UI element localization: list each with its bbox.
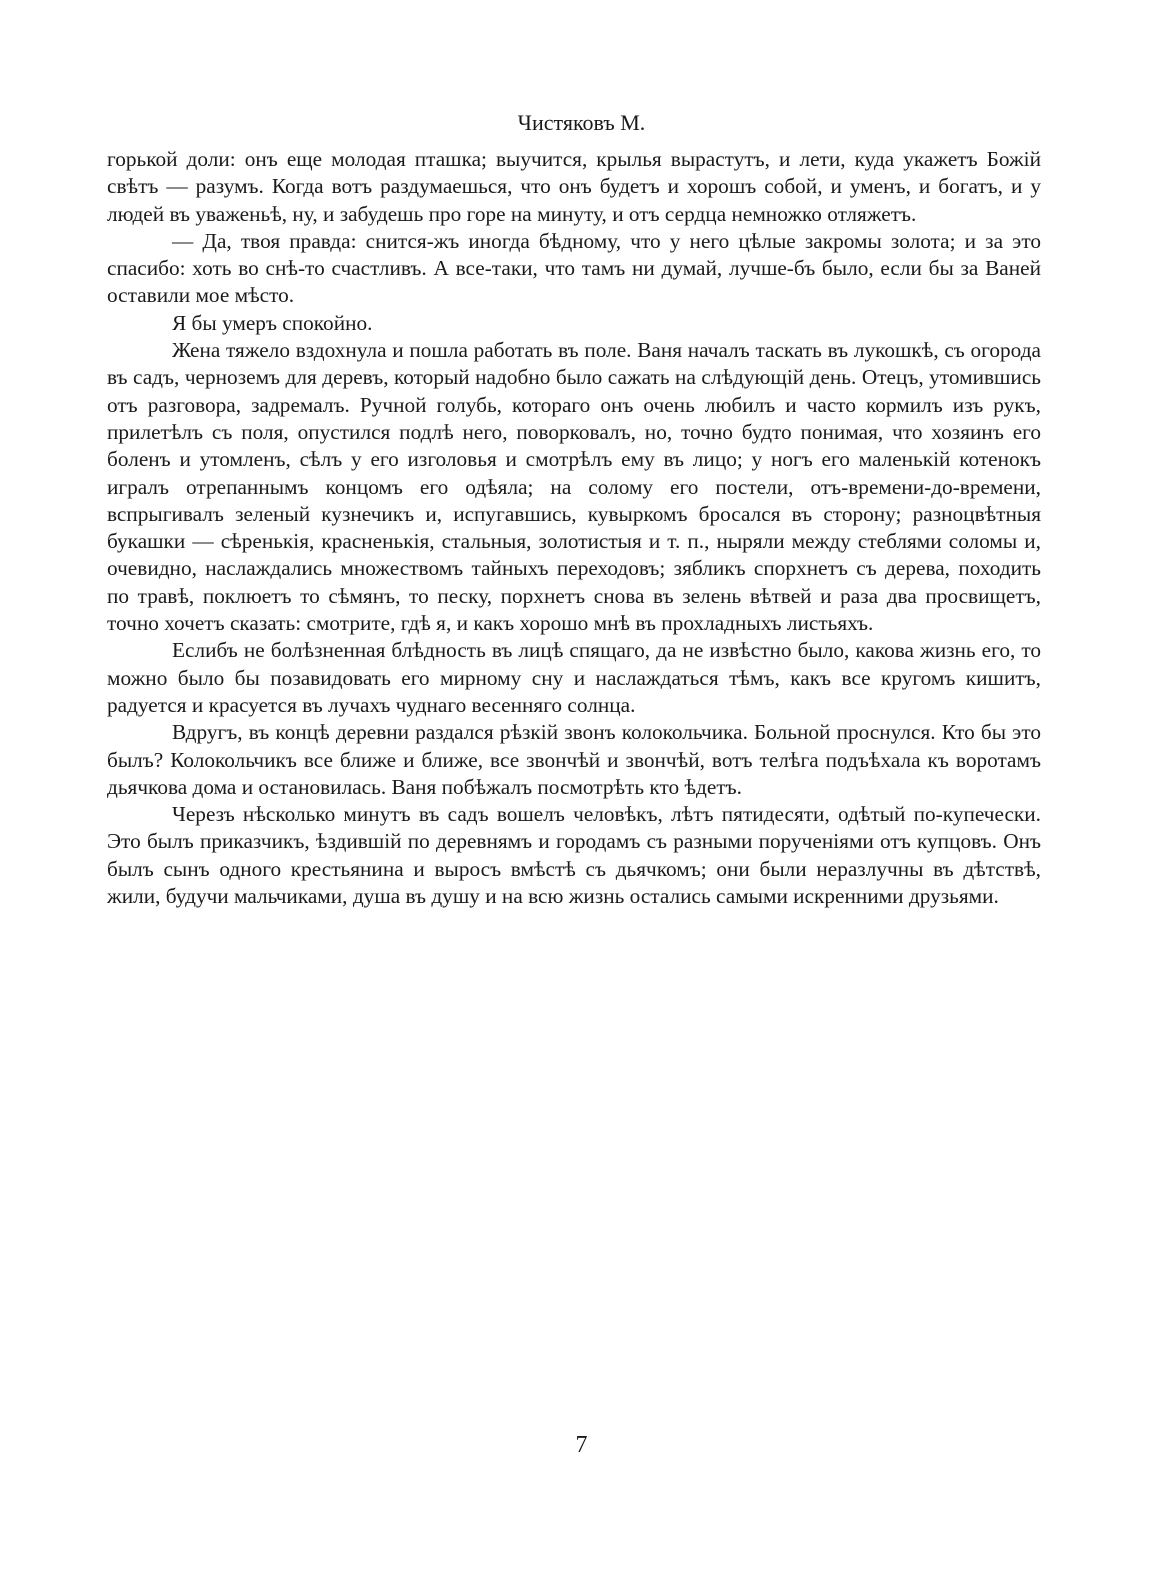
paragraph-dialogue: — Да, твоя правда: снится-жъ иногда бѣдному, что у него цѣлые закромы золота; и за это спасибо: хоть во снѣ-то счастливъ. А все-таки, что тамъ ни думай, лучше-бъ было, если бы за Ваней оставили мое мѣсто. [107,228,1041,308]
paragraph-sleeping: Еслибъ не болѣзненная блѣдность въ лицѣ спящаго, да не извѣстно было, какова жизнь его, то можно было бы позавидовать его мирному сну и наслаждаться тѣмъ, какъ все кругомъ кишитъ, радуется и красуется въ лучахъ чуднаго весенняго солнца. [107,638,1041,717]
paragraph-wife-and-garden: Жена тяжело вздохнула и пошла работать въ поле. Ваня началъ таскать въ лукошкѣ, съ огорода въ садъ, черноземъ для деревъ, который надобно было сажать на слѣдующій день. Отецъ, утомившись отъ разговора, задремалъ. Ручной голубь, котораго онъ очень любилъ и часто кормилъ изъ рукъ, прилетѣлъ съ поля, опустился подлѣ него, поворковалъ, но, точно будто понимая, что хозяинъ его боленъ и утомленъ, сѣлъ у его изголовья и смотрѣлъ ему въ лицо; у ногъ его маленькій котенокъ игралъ отрепаннымъ концомъ его одѣяла; на солому его постели, отъ-времени-до-времени, вспрыгивалъ зеленый кузнечикъ и, испугавшись, кувыркомъ бросался въ сторону; разноцвѣтныя букашки — сѣренькія, красненькія, стальныя, золотистыя и т. п., ныряли между стеблями соломы и, очевидно, наслаждались множествомъ тайныхъ переходовъ; зябликъ спорхнетъ съ дерева, походить по травѣ, поклюетъ то сѣмянъ, то песку, порхнетъ снова въ зелень вѣтвей и раза два просвищетъ, точно хочетъ сказать: смотрите, гдѣ я, и какъ хорошо мнѣ въ прохладныхъ листьяхъ. [107,338,1041,636]
paragraph-continuation: горькой доли: онъ еще молодая пташка; выучится, крылья вырастутъ, и лети, куда укажетъ Божій свѣтъ — разумъ. Когда вотъ раздумаешься, что онъ будетъ и хорошъ собой, и уменъ, и богатъ, и у людей въ уваженьѣ, ну, и забудешь про горе на минуту, и отъ сердца немножко отляжетъ. [107,147,1041,226]
paragraph-short: Я бы умеръ спокойно. [172,310,373,335]
running-title: Чистяковъ М. [517,110,646,135]
paragraph-bell: Вдругъ, въ концѣ деревни раздался рѣзкій звонъ колокольчика. Больной проснулся. Кто бы это былъ? Колокольчикъ все ближе и ближе, все звончѣй и звончѣй, вотъ телѣга подъѣхала къ воротамъ дьячкова дома и остановилась. Ваня побѣжалъ посмотрѣть кто ѣдетъ. [107,720,1041,799]
page-number: 7 [575,1432,588,1458]
body-text [107,146,1041,910]
paragraph-visitor: Черезъ нѣсколько минутъ въ садъ вошелъ человѣкъ, лѣтъ пятидесяти, одѣтый по-купечески. Это былъ приказчикъ, ѣздившій по деревнямъ и городамъ съ разными порученіями отъ купцовъ. Онъ былъ сынъ одного крестьянина и выросъ вмѣстѣ съ дьячкомъ; они были неразлучны въ дѣтствѣ, жили, будучи мальчиками, душа въ душу и на всю жизнь остались самыми искренними друзьями. [107,802,1041,909]
